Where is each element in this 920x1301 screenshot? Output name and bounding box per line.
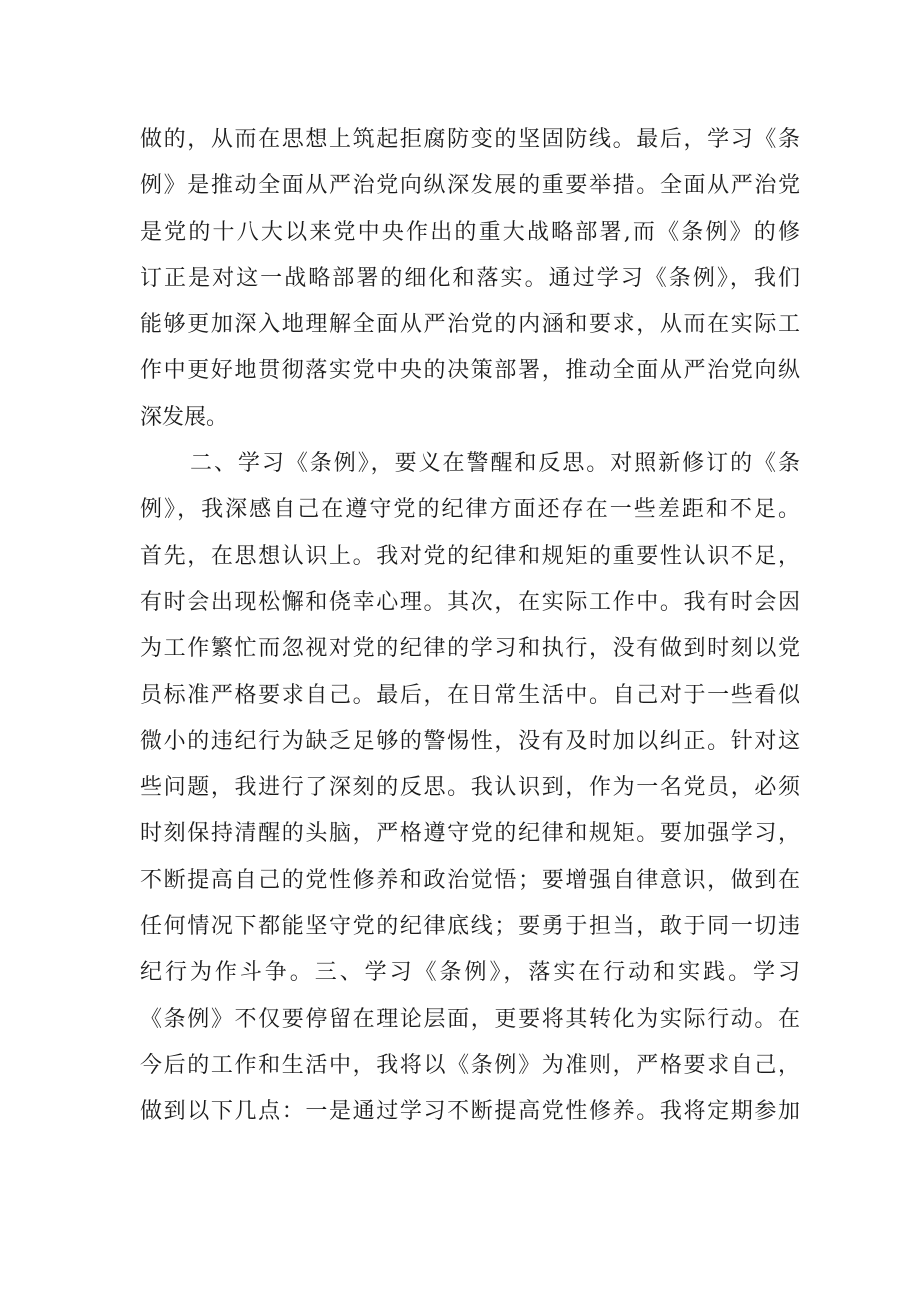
text-line: 做到以下几点：一是通过学习不断提高党性修养。我将定期参加	[140, 1099, 800, 1125]
text-line: 些问题，我进行了深刻的反思。我认识到，作为一名党员，必须	[140, 775, 800, 801]
text-line: 作中更好地贯彻落实党中央的决策部署，推动全面从严治党向纵	[140, 358, 800, 384]
text-line: 纪行为作斗争。三、学习《条例》，落实在行动和实践。学习	[140, 960, 800, 986]
text-line: 做的，从而在思想上筑起拒腐防变的坚固防线。最后，学习《条	[140, 127, 800, 152]
text-line: 例》，我深感自己在遵守党的纪律方面还存在一些差距和不足。	[140, 497, 800, 523]
text-line: 是党的十八大以来党中央作出的重大战略部署,而《条例》的修	[140, 219, 800, 245]
text-line: 有时会出现松懈和侥幸心理。其次，在实际工作中。我有时会因	[140, 589, 800, 615]
text-line: 为工作繁忙而忽视对党的纪律的学习和执行，没有做到时刻以党	[140, 636, 800, 662]
text-line: 例》是推动全面从严治党向纵深发展的重要举措。全面从严治党	[140, 173, 800, 199]
text-line: 深发展。	[140, 404, 229, 430]
text-line: 任何情况下都能坚守党的纪律底线；要勇于担当，敢于同一切违	[140, 914, 800, 940]
text-line: 时刻保持清醒的头脑，严格遵守党的纪律和规矩。要加强学习，	[140, 821, 800, 847]
text-line: 订正是对这一战略部署的细化和落实。通过学习《条例》，我们	[140, 265, 800, 291]
section-two-heading-line: 二、学习《条例》，要义在警醒和反思。对照新修订的《条	[190, 451, 800, 477]
body-text	[140, 117, 800, 1136]
text-line: 微小的违纪行为缺乏足够的警惕性，没有及时加以纠正。针对这	[140, 728, 800, 754]
text-line: 员标准严格要求自己。最后，在日常生活中。自己对于一些看似	[140, 682, 800, 708]
text-line: 能够更加深入地理解全面从严治党的内涵和要求，从而在实际工	[140, 312, 800, 338]
text-line: 今后的工作和生活中，我将以《条例》为准则，严格要求自己，	[140, 1052, 800, 1078]
text-line: 《条例》不仅要停留在理论层面，更要将其转化为实际行动。在	[140, 1006, 800, 1032]
text-line: 首先，在思想认识上。我对党的纪律和规矩的重要性认识不足，	[140, 543, 800, 569]
text-line: 不断提高自己的党性修养和政治觉悟；要增强自律意识，做到在	[140, 867, 800, 893]
